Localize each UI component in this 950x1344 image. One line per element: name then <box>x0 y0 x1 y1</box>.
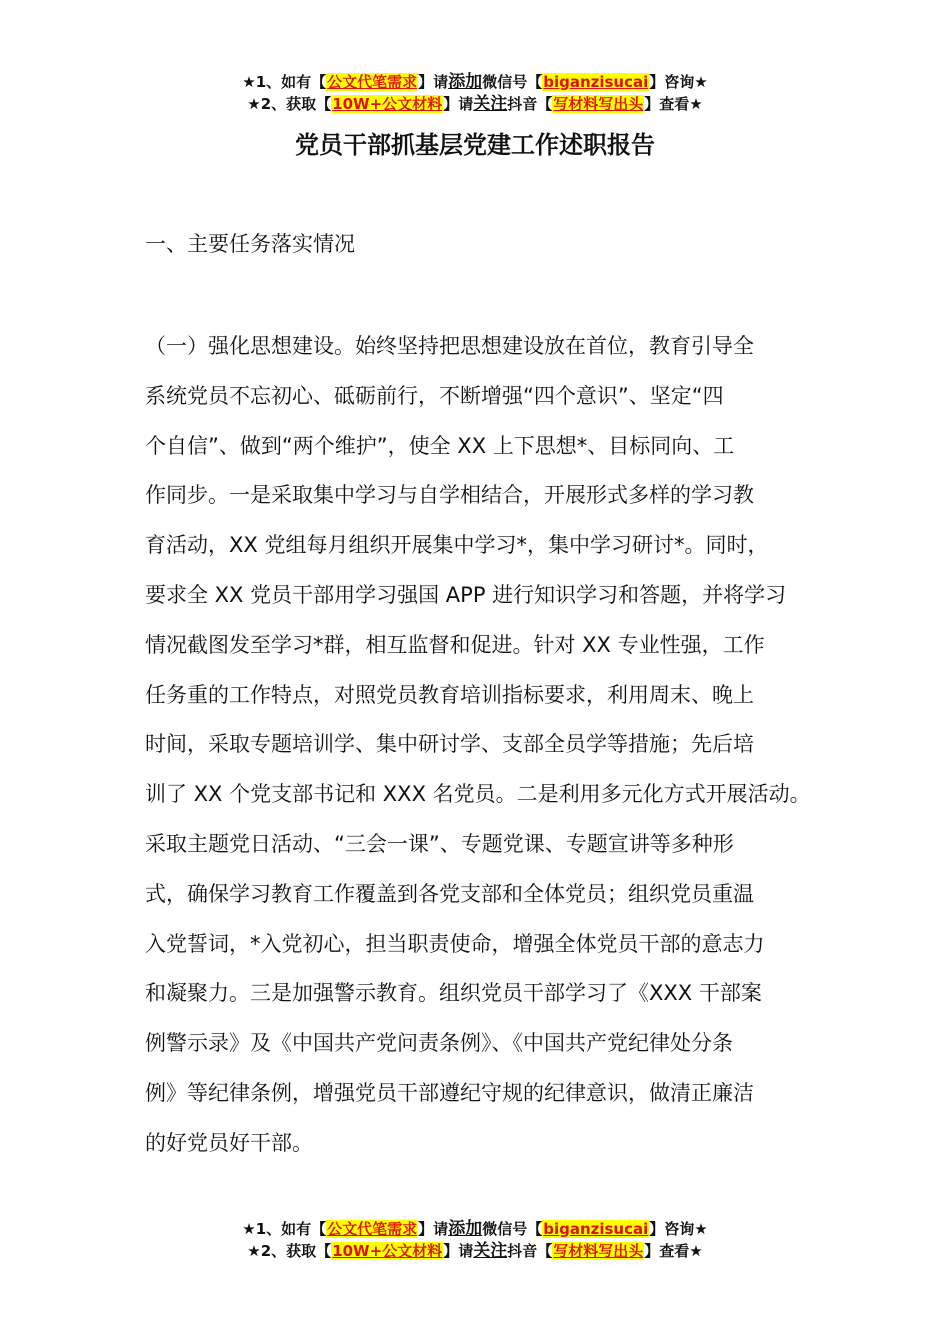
paragraph-line: 式，确保学习教育工作覆盖到各党支部和全体党员；组织党员重温 <box>145 881 754 906</box>
promo-banner-top <box>0 71 950 115</box>
promo-highlight: 公文代笔需求 <box>327 1220 418 1238</box>
promo-emphasis: 添加 <box>448 72 483 92</box>
paragraph-line: 和凝聚力。三是加强警示教育。组织党员干部学习了《XXX 干部案 <box>145 981 762 1006</box>
promo-text: 】查看★ <box>644 1242 703 1260</box>
promo-text: 微信号【 <box>482 73 543 91</box>
paragraph-line: 个自信”、做到“两个维护”，使全 XX 上下思想*、目标同向、工 <box>145 433 735 458</box>
promo-banner-bottom <box>0 1218 950 1262</box>
promo-text: 抖音【 <box>507 1242 553 1260</box>
paragraph-line: 采取主题党日活动、“三会一课”、专题党课、专题宣讲等多种形 <box>145 831 734 856</box>
section-heading: 一、主要任务落实情况 <box>145 232 355 256</box>
promo-text: ★1、如有【 <box>242 1220 327 1238</box>
promo-text: 抖音【 <box>507 95 553 113</box>
document-title: 党员干部抓基层党建工作述职报告 <box>295 131 655 159</box>
paragraph-line: 任务重的工作特点，对照党员教育培训指标要求，利用周末、晚上 <box>145 682 754 707</box>
promo-text: 】请 <box>443 1242 474 1260</box>
promo-text: 】咨询★ <box>649 73 708 91</box>
promo-emphasis: 添加 <box>448 1219 483 1239</box>
paragraph-line: （一）强化思想建设。始终坚持把思想建设放在首位，教育引导全 <box>145 334 754 358</box>
paragraph-line: 时间，采取专题培训学、集中研讨学、支部全员学等措施；先后培 <box>145 732 754 757</box>
promo-text: 】请 <box>443 95 474 113</box>
promo-text: 】查看★ <box>644 95 703 113</box>
promo-wechat-id: biganzisucai <box>543 1220 649 1238</box>
promo-line-1 <box>0 71 950 93</box>
paragraph-line: 要求全 XX 党员干部用学习强国 APP 进行知识学习和答题，并将学习 <box>145 582 787 607</box>
promo-line-2 <box>0 93 950 115</box>
promo-wechat-id: biganzisucai <box>543 73 649 91</box>
promo-text: ★2、获取【 <box>247 1242 332 1260</box>
paragraph-line: 入党誓词，*入党初心，担当职责使命，增强全体党员干部的意志力 <box>145 931 765 956</box>
promo-highlight: 10W+公文材料 <box>332 95 443 113</box>
paragraph-line: 情况截图发至学习*群，相互监督和促进。针对 XX 专业性强，工作 <box>145 632 765 657</box>
promo-highlight: 10W+公文材料 <box>332 1242 443 1260</box>
promo-text: ★2、获取【 <box>247 95 332 113</box>
promo-douyin-id: 写材料写出头 <box>553 1242 644 1260</box>
promo-line-1 <box>0 1218 950 1240</box>
paragraph-line: 训了 XX 个党支部书记和 XXX 名党员。二是利用多元化方式开展活动。 <box>145 782 811 807</box>
body-paragraph <box>145 322 825 1169</box>
paragraph-line: 系统党员不忘初心、砥砺前行，不断增强“四个意识”、坚定“四 <box>145 383 724 408</box>
promo-text: 】请 <box>418 1220 449 1238</box>
promo-text: 】请 <box>418 73 449 91</box>
paragraph-line: 的好党员好干部。 <box>145 1130 313 1155</box>
promo-emphasis: 关注 <box>473 1241 508 1261</box>
promo-text: 微信号【 <box>482 1220 543 1238</box>
promo-emphasis: 关注 <box>473 94 508 114</box>
promo-douyin-id: 写材料写出头 <box>553 95 644 113</box>
paragraph-line: 例》等纪律条例，增强党员干部遵纪守规的纪律意识，做清正廉洁 <box>145 1080 754 1105</box>
promo-text: 】咨询★ <box>649 1220 708 1238</box>
promo-line-2 <box>0 1240 950 1262</box>
promo-text: ★1、如有【 <box>242 73 327 91</box>
paragraph-line: 例警示录》及《中国共产党问责条例》、《中国共产党纪律处分条 <box>145 1031 733 1056</box>
paragraph-line: 育活动，XX 党组每月组织开展集中学习*，集中学习研讨*。同时， <box>145 533 769 558</box>
paragraph-line: 作同步。一是采取集中学习与自学相结合，开展形式多样的学习教 <box>145 483 754 508</box>
promo-highlight: 公文代笔需求 <box>327 73 418 91</box>
